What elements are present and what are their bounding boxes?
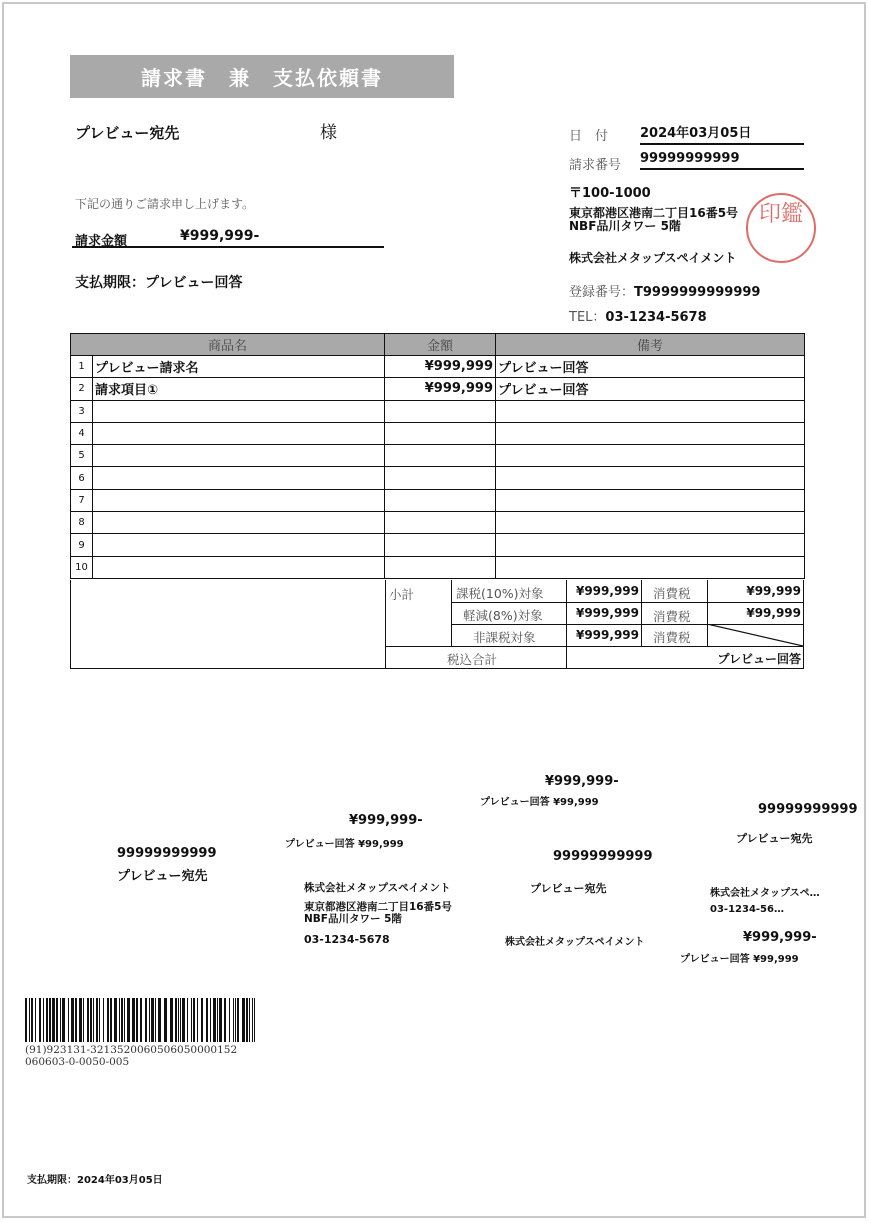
tax-label-10: 消費税 bbox=[653, 586, 691, 601]
footer-date: 2024年03月05日 bbox=[77, 1175, 163, 1186]
total-value: プレビュー回答 bbox=[717, 652, 801, 666]
row-number: 5 bbox=[71, 445, 93, 467]
issue-date: 2024年03月05日 bbox=[640, 122, 804, 145]
header-item-name: 商品名 bbox=[71, 334, 385, 356]
payment-due-value: プレビュー回答 bbox=[145, 275, 243, 291]
postal-code: 〒100-1000 bbox=[569, 186, 651, 201]
row-item-name bbox=[93, 400, 385, 422]
barcode-line2: 060603-0-0050-005 bbox=[25, 1056, 130, 1068]
totals-block bbox=[70, 580, 804, 669]
issuer-tel bbox=[569, 306, 707, 325]
row-item-name bbox=[93, 422, 385, 444]
row-number: 3 bbox=[71, 400, 93, 422]
payment-due bbox=[75, 272, 242, 292]
row-amount bbox=[385, 512, 496, 534]
reg-label: 登録番号： bbox=[569, 285, 635, 300]
stub3-name: プレビュー宛先 bbox=[530, 882, 607, 895]
invoice-no: 99999999999 bbox=[640, 151, 804, 170]
table-row bbox=[71, 534, 805, 556]
billing-amount-value: ¥999,999- bbox=[180, 228, 260, 244]
tax-na-slash bbox=[707, 624, 803, 646]
table-row bbox=[71, 512, 805, 534]
tel-label: TEL： bbox=[569, 310, 606, 325]
row-note bbox=[496, 512, 805, 534]
row-note bbox=[496, 445, 805, 467]
stub4-number: 99999999999 bbox=[758, 802, 858, 817]
table-row bbox=[71, 489, 805, 511]
stub2-amount: ¥999,999- bbox=[349, 813, 423, 828]
row-number: 9 bbox=[71, 534, 93, 556]
row-item-name bbox=[93, 489, 385, 511]
date-label: 日 付 bbox=[569, 129, 609, 144]
row-note bbox=[496, 422, 805, 444]
table-row bbox=[71, 422, 805, 444]
stub4-sub: プレビュー回答 ¥99,999 bbox=[680, 954, 799, 965]
issuer-address2: NBF品川タワー 5階 bbox=[569, 219, 681, 233]
stub4-name: プレビュー宛先 bbox=[736, 832, 813, 845]
tel-no: 03-1234-5678 bbox=[605, 310, 707, 325]
table-row bbox=[71, 378, 805, 400]
row-amount bbox=[385, 445, 496, 467]
taxable10-label: 課税(10%)対象 bbox=[456, 586, 544, 601]
row-note: プレビュー回答 bbox=[496, 378, 805, 400]
recipient-name: プレビュー宛先 bbox=[75, 124, 180, 142]
company-seal-stamp: 印鑑 bbox=[746, 193, 816, 263]
stub3-number: 99999999999 bbox=[553, 849, 653, 864]
table-row bbox=[71, 400, 805, 422]
total-label: 税込合計 bbox=[447, 652, 498, 667]
row-note: プレビュー回答 bbox=[496, 356, 805, 378]
barcode-text bbox=[25, 1044, 237, 1068]
footer-payment-due bbox=[27, 1171, 163, 1186]
payment-due-label: 支払期限： bbox=[75, 275, 145, 291]
stub4-amount: ¥999,999- bbox=[743, 930, 817, 945]
row-number: 8 bbox=[71, 512, 93, 534]
row-amount bbox=[385, 556, 496, 578]
billing-amount-row bbox=[72, 226, 384, 248]
reduced8-label: 軽減(8%)対象 bbox=[463, 608, 543, 623]
items-table bbox=[70, 333, 805, 579]
billing-amount-label: 請求金額 bbox=[75, 234, 128, 249]
row-note bbox=[496, 489, 805, 511]
taxable10-value: ¥999,999 bbox=[575, 584, 639, 598]
row-amount bbox=[385, 534, 496, 556]
subtotal-label: 小計 bbox=[389, 587, 415, 602]
stub2-address2: NBF品川タワー 5階 bbox=[304, 913, 402, 925]
row-note bbox=[496, 556, 805, 578]
row-item-name: プレビュー請求名 bbox=[93, 356, 385, 378]
row-amount: ¥999,999 bbox=[385, 356, 496, 378]
tax10-value: ¥99,999 bbox=[746, 584, 801, 598]
table-header-row bbox=[71, 334, 805, 356]
stub-left-name: プレビュー宛先 bbox=[117, 869, 208, 884]
row-item-name bbox=[93, 556, 385, 578]
row-note bbox=[496, 400, 805, 422]
row-amount: ¥999,999 bbox=[385, 378, 496, 400]
stub2-address1: 東京都港区港南二丁目16番5号 bbox=[304, 901, 452, 913]
barcode-image bbox=[25, 998, 257, 1042]
row-item-name bbox=[93, 445, 385, 467]
row-item-name bbox=[93, 467, 385, 489]
row-number: 10 bbox=[71, 556, 93, 578]
stub4-tel: 03-1234-56… bbox=[710, 904, 784, 915]
tax8-value: ¥99,999 bbox=[746, 606, 801, 620]
document-title: 請求書 兼 支払依頼書 bbox=[70, 55, 454, 98]
header-note: 備考 bbox=[496, 334, 805, 356]
stub2-company: 株式会社メタップスペイメント bbox=[304, 882, 451, 894]
barcode-line1: (91)923131-3213520060506050000152 bbox=[25, 1044, 238, 1056]
invoice-no-label: 請求番号 bbox=[569, 158, 622, 173]
stub-left-number: 99999999999 bbox=[117, 846, 217, 861]
stub2-sub: プレビュー回答 ¥99,999 bbox=[285, 839, 404, 850]
stub3-amount: ¥999,999- bbox=[545, 774, 619, 789]
stub3-company: 株式会社メタップスペイメント bbox=[505, 937, 645, 948]
row-item-name bbox=[93, 534, 385, 556]
header-amount: 金額 bbox=[385, 334, 496, 356]
table-row bbox=[71, 556, 805, 578]
stub4-company: 株式会社メタップスペ… bbox=[710, 888, 820, 899]
registration-number bbox=[569, 281, 760, 300]
row-item-name bbox=[93, 512, 385, 534]
issuer-company: 株式会社メタップスペイメント bbox=[569, 251, 737, 265]
issuer-address1: 東京都港区港南二丁目16番5号 bbox=[569, 206, 739, 220]
row-item-name: 請求項目① bbox=[93, 378, 385, 400]
nontaxable-label: 非課税対象 bbox=[473, 630, 536, 645]
row-number: 1 bbox=[71, 356, 93, 378]
reduced8-value: ¥999,999 bbox=[575, 606, 639, 620]
reg-no: T9999999999999 bbox=[634, 285, 761, 300]
row-note bbox=[496, 534, 805, 556]
nontaxable-value: ¥999,999 bbox=[575, 628, 639, 642]
recipient-honorific: 様 bbox=[320, 123, 337, 143]
table-row bbox=[71, 445, 805, 467]
row-amount bbox=[385, 489, 496, 511]
table-row bbox=[71, 356, 805, 378]
stub2-tel: 03-1234-5678 bbox=[304, 933, 390, 946]
tax-label-na: 消費税 bbox=[653, 630, 691, 645]
tax-label-8: 消費税 bbox=[653, 609, 691, 624]
row-number: 4 bbox=[71, 422, 93, 444]
footer-label: 支払期限： bbox=[27, 1175, 77, 1186]
stub3-sub: プレビュー回答 ¥99,999 bbox=[480, 797, 599, 808]
row-note bbox=[496, 467, 805, 489]
row-number: 2 bbox=[71, 378, 93, 400]
row-amount bbox=[385, 422, 496, 444]
row-number: 6 bbox=[71, 467, 93, 489]
row-amount bbox=[385, 467, 496, 489]
intro-text: 下記の通りご請求申し上げます。 bbox=[75, 197, 255, 211]
row-amount bbox=[385, 400, 496, 422]
table-row bbox=[71, 467, 805, 489]
row-number: 7 bbox=[71, 489, 93, 511]
